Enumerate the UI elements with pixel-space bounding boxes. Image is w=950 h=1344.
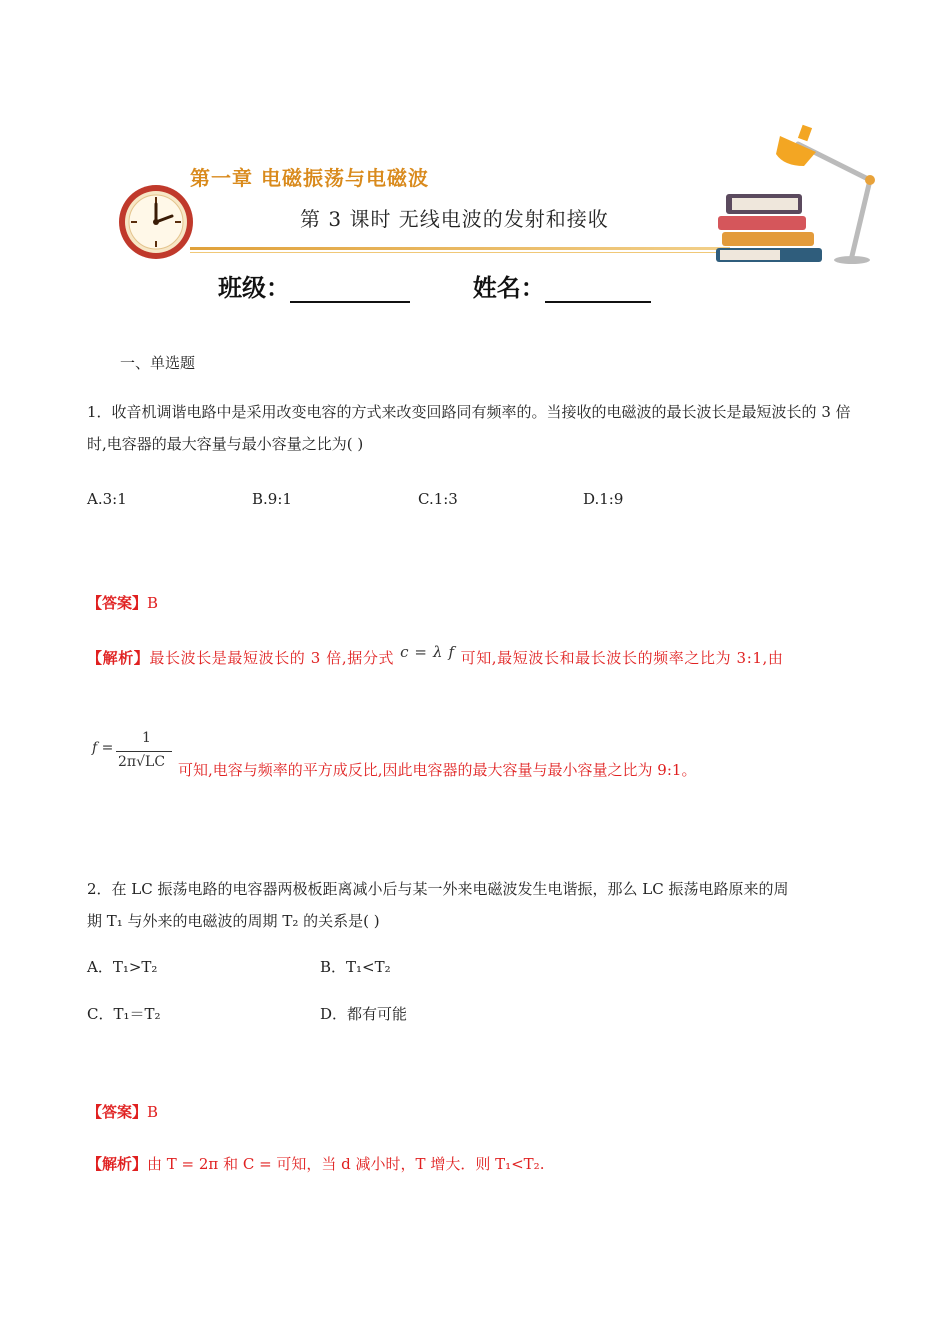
- q1-answer-value: B: [147, 594, 159, 612]
- q2-option-c[interactable]: C．T₁＝T₂: [87, 1005, 161, 1023]
- class-label: 班级：: [218, 274, 290, 302]
- q1-analysis-line1: [87, 643, 877, 668]
- student-info-fields: [218, 268, 651, 303]
- q1-option-d[interactable]: D.1:9: [583, 490, 624, 508]
- q2-option-a[interactable]: A．T₁>T₂: [87, 958, 158, 976]
- question-2-line1: 2．在 LC 振荡电路的电容器两极板距离减小后与某一外来电磁波发生电谐振，那么 LC 振荡电路原来的周: [87, 880, 789, 898]
- name-input-line[interactable]: [545, 275, 651, 303]
- header-divider-thin: [190, 252, 730, 253]
- class-input-line[interactable]: [290, 275, 410, 303]
- q2-analysis-label: 【解析】: [87, 1155, 148, 1173]
- q1-answer: [87, 592, 158, 613]
- clock-icon: [116, 182, 196, 262]
- q2-analysis-text: 由 T = 2π 和 C = 可知，当 d 减小时，T 增大．则 T₁<T₂.: [147, 1155, 545, 1173]
- formula-lhs: f =: [92, 740, 114, 756]
- lesson-title: 第 3 课时 无线电波的发射和接收: [300, 207, 609, 231]
- q2-analysis: [87, 1153, 544, 1174]
- q1-option-b[interactable]: B.9:1: [252, 490, 292, 508]
- q2-option-d[interactable]: D．都有可能: [320, 1005, 408, 1023]
- header-divider: [190, 247, 730, 250]
- question-1-text: 1．收音机调谐电路中是采用改变电容的方式来改变回路同有频率的。当接收的电磁波的最长波长是最短波长的 3 倍时,电容器的最大容量与最小容量之比为( ): [87, 403, 851, 453]
- q2-answer-value: B: [147, 1103, 159, 1121]
- chapter-title: 第一章 电磁振荡与电磁波: [190, 166, 429, 190]
- q1-analysis-label: 【解析】: [87, 649, 150, 667]
- q1-analysis-part2: 可知,最短波长和最长波长的频率之比为 3:1,由: [460, 649, 784, 667]
- question-2-line2: 期 T₁ 与外来的电磁波的周期 T₂ 的关系是( ): [87, 912, 380, 930]
- q2-answer-label: 【答案】: [87, 1103, 148, 1121]
- q1-analysis-part3: 可知,电容与频率的平方成反比,因此电容器的最大容量与最小容量之比为 9:1。: [178, 761, 697, 779]
- q1-option-c[interactable]: C.1:3: [418, 490, 458, 508]
- q2-option-b[interactable]: B．T₁<T₂: [320, 958, 391, 976]
- formula-denominator: 2π√LC: [118, 754, 166, 770]
- q1-formula-c-lambda-f: c = λ f: [400, 643, 455, 661]
- q1-answer-label: 【答案】: [87, 594, 148, 612]
- q1-option-a[interactable]: A.3:1: [87, 490, 127, 508]
- q1-analysis-part1: 最长波长是最短波长的 3 倍,据分式: [149, 649, 395, 667]
- formula-numerator: 1: [142, 730, 151, 746]
- q2-answer: [87, 1101, 158, 1122]
- books-lamp-icon: [712, 122, 882, 267]
- section-title: 一、单选题: [120, 354, 196, 372]
- name-label: 姓名：: [472, 274, 545, 302]
